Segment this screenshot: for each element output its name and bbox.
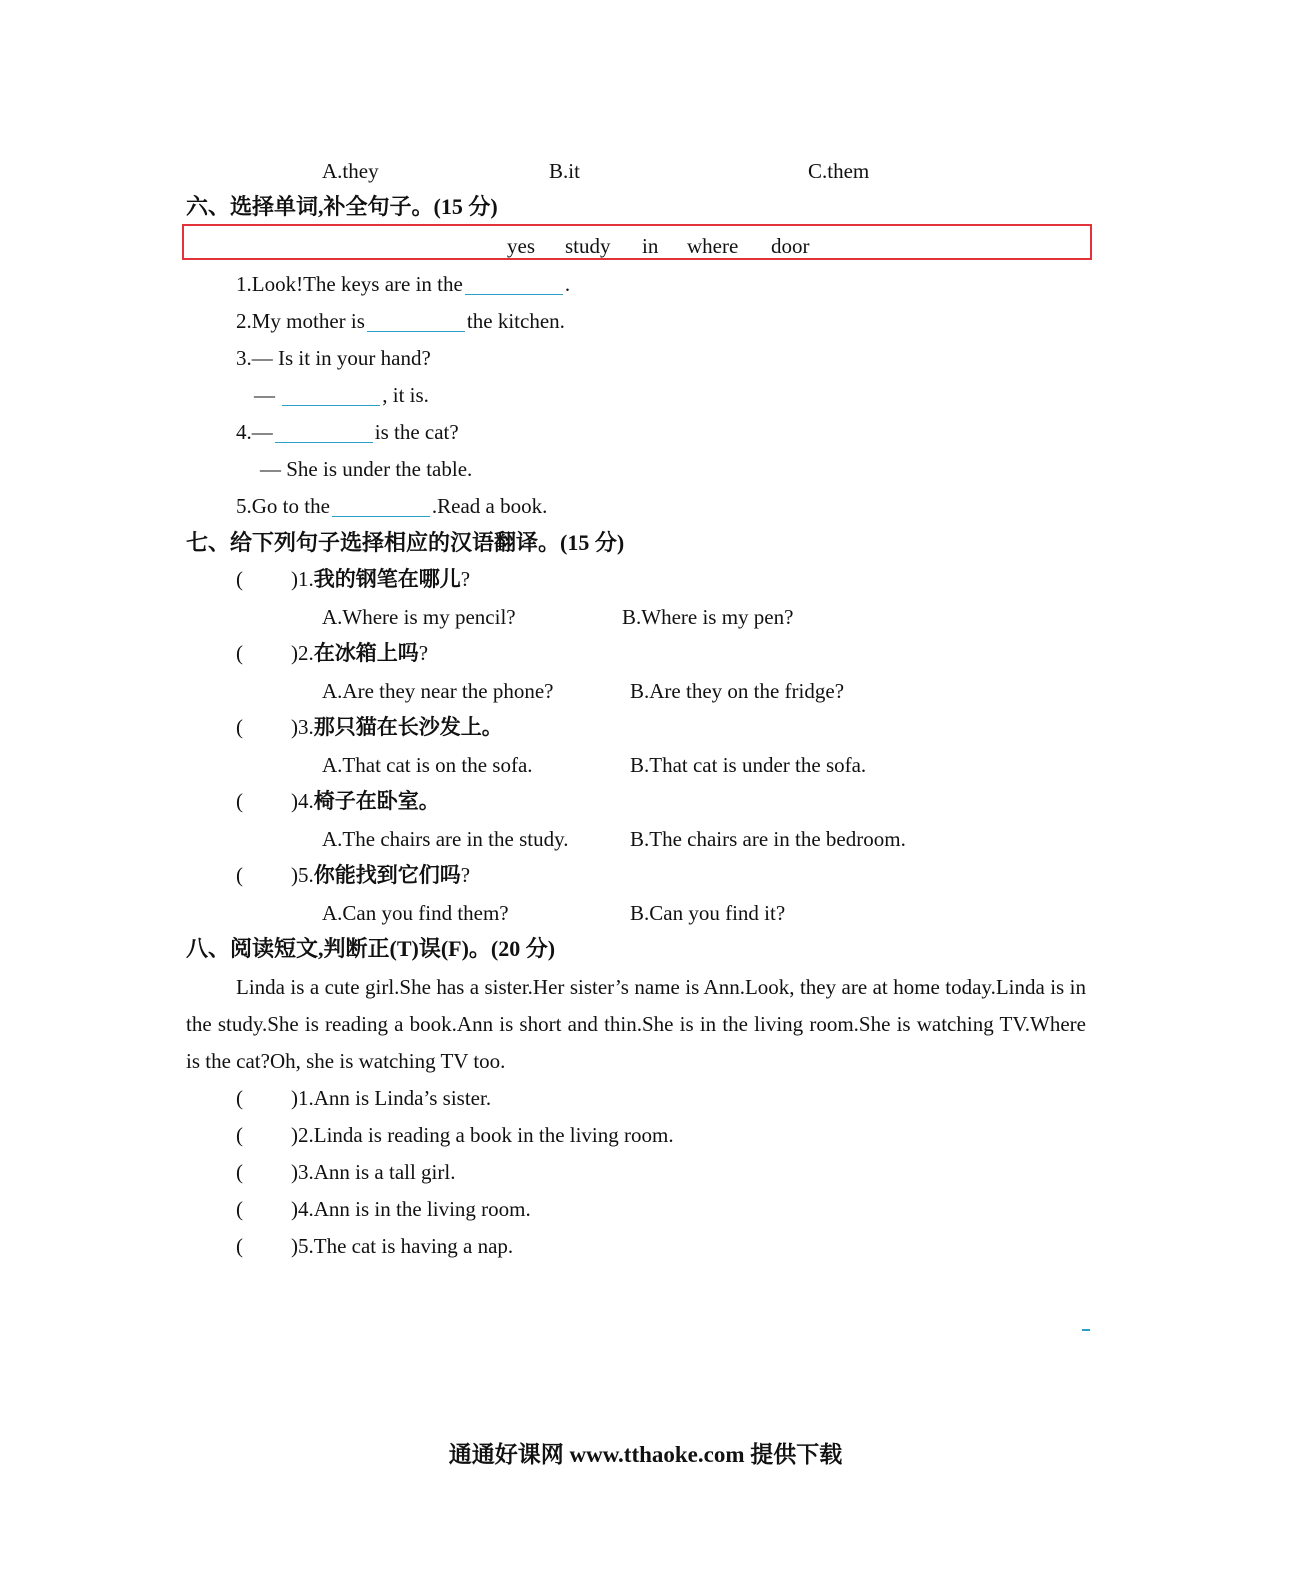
s8-item-3-answer-paren[interactable]: (	[236, 1160, 243, 1184]
section6-heading: 六、选择单词,补全句子。(15 分)	[186, 194, 498, 219]
s8-item-3-statement: )3.Ann is a tall girl.	[291, 1160, 456, 1184]
s6-q4a-before: 4.—	[236, 420, 273, 444]
page-mark	[1082, 1329, 1090, 1331]
s8-item-1-answer-paren[interactable]: (	[236, 1086, 243, 1110]
s7-item-2	[0, 639, 1291, 667]
s8-item-4	[0, 1195, 1291, 1223]
option-a-they: A.they	[322, 159, 379, 183]
s6-question-1	[236, 270, 570, 298]
s6-q2-before: 2.My mother is	[236, 309, 365, 333]
s7-item-5-question: )5.你能找到它们吗?	[291, 863, 471, 887]
s7-item-5-answer-paren[interactable]: (	[236, 863, 243, 887]
s7-item-3	[0, 713, 1291, 741]
footer-source: 通通好课网 www.tthaoke.com 提供下载	[448, 1442, 843, 1467]
reading-passage: Linda is a cute girl.She has a sister.Her sister’s name is Ann.Look, they are at home today.Linda is in the study.She is reading a book.Ann is short and thin.She is in the living room.She is watching TV.Where is the cat?Oh, she is watching TV too.	[186, 975, 1086, 1073]
s6-q4a-after: is the cat?	[374, 420, 459, 444]
s7-item-1-question: )1.我的钢笔在哪儿?	[291, 567, 471, 591]
s6-q5-before: 5.Go to the	[236, 494, 330, 518]
s7-item-3-option-b: B.That cat is under the sofa.	[630, 753, 867, 777]
word-bank-in: in	[642, 234, 659, 258]
s6-q2-blank[interactable]	[367, 309, 465, 332]
s7-item-2-option-b: B.Are they on the fridge?	[630, 679, 845, 703]
s8-item-2-statement: )2.Linda is reading a book in the living room.	[291, 1123, 674, 1147]
word-bank-study: study	[565, 234, 611, 258]
s7-item-2-question: )2.在冰箱上吗?	[291, 641, 429, 665]
s7-item-5	[0, 861, 1291, 889]
s8-item-2-answer-paren[interactable]: (	[236, 1123, 243, 1147]
s6-q1-after: .	[564, 272, 571, 296]
word-bank-yes: yes	[507, 234, 535, 258]
word-bank-box	[182, 224, 1092, 260]
s6-q4a-blank[interactable]	[275, 420, 373, 443]
option-c-them: C.them	[808, 159, 870, 183]
s8-item-5-statement: )5.The cat is having a nap.	[291, 1234, 514, 1258]
s8-item-4-answer-paren[interactable]: (	[236, 1197, 243, 1221]
s7-item-4-answer-paren[interactable]: (	[236, 789, 243, 813]
s7-item-3-question: )3.那只猫在长沙发上。	[291, 715, 503, 739]
s8-item-3	[0, 1158, 1291, 1186]
s7-item-4-option-a: A.The chairs are in the study.	[322, 827, 569, 851]
s6-q5-after: .Read a book.	[431, 494, 548, 518]
s7-item-2-option-a: A.Are they near the phone?	[322, 679, 554, 703]
s6-question-3b	[254, 381, 429, 409]
s6-q1-blank[interactable]	[465, 272, 563, 295]
s7-item-1	[0, 565, 1291, 593]
s6-question-4a	[236, 418, 459, 446]
s7-item-1-option-a: A.Where is my pencil?	[322, 605, 516, 629]
s8-item-1-statement: )1.Ann is Linda’s sister.	[291, 1086, 492, 1110]
section7-heading: 七、给下列句子选择相应的汉语翻译。(15 分)	[186, 530, 625, 555]
s8-item-1	[0, 1084, 1291, 1112]
s7-item-2-answer-paren[interactable]: (	[236, 641, 243, 665]
s6-q3b-after: , it is.	[382, 383, 429, 407]
s6-q3b-blank[interactable]	[282, 383, 380, 406]
section8-heading: 八、阅读短文,判断正(T)误(F)。(20 分)	[186, 936, 556, 961]
s6-question-4b: — She is under the table.	[260, 457, 473, 481]
s8-item-5-answer-paren[interactable]: (	[236, 1234, 243, 1258]
s6-q5-blank[interactable]	[332, 494, 430, 517]
s6-question-3a: 3.— Is it in your hand?	[236, 346, 431, 370]
word-bank-where: where	[687, 234, 739, 258]
option-b-it: B.it	[549, 159, 580, 183]
s6-question-2	[236, 307, 565, 335]
s7-item-3-option-a: A.That cat is on the sofa.	[322, 753, 533, 777]
s7-item-4-question: )4.椅子在卧室。	[291, 789, 440, 813]
s7-item-1-option-b: B.Where is my pen?	[622, 605, 794, 629]
s7-item-4	[0, 787, 1291, 815]
s7-item-3-answer-paren[interactable]: (	[236, 715, 243, 739]
s7-item-5-option-a: A.Can you find them?	[322, 901, 509, 925]
s6-q2-after: the kitchen.	[466, 309, 565, 333]
s7-item-4-option-b: B.The chairs are in the bedroom.	[630, 827, 906, 851]
s7-item-1-answer-paren[interactable]: (	[236, 567, 243, 591]
s7-item-5-option-b: B.Can you find it?	[630, 901, 786, 925]
s8-item-5	[0, 1232, 1291, 1260]
s8-item-2	[0, 1121, 1291, 1149]
s8-item-4-statement: )4.Ann is in the living room.	[291, 1197, 531, 1221]
s6-question-5	[236, 492, 547, 520]
word-bank-door: door	[771, 234, 810, 258]
s6-q3b-before: —	[254, 383, 275, 407]
s6-q1-before: 1.Look!The keys are in the	[236, 272, 463, 296]
